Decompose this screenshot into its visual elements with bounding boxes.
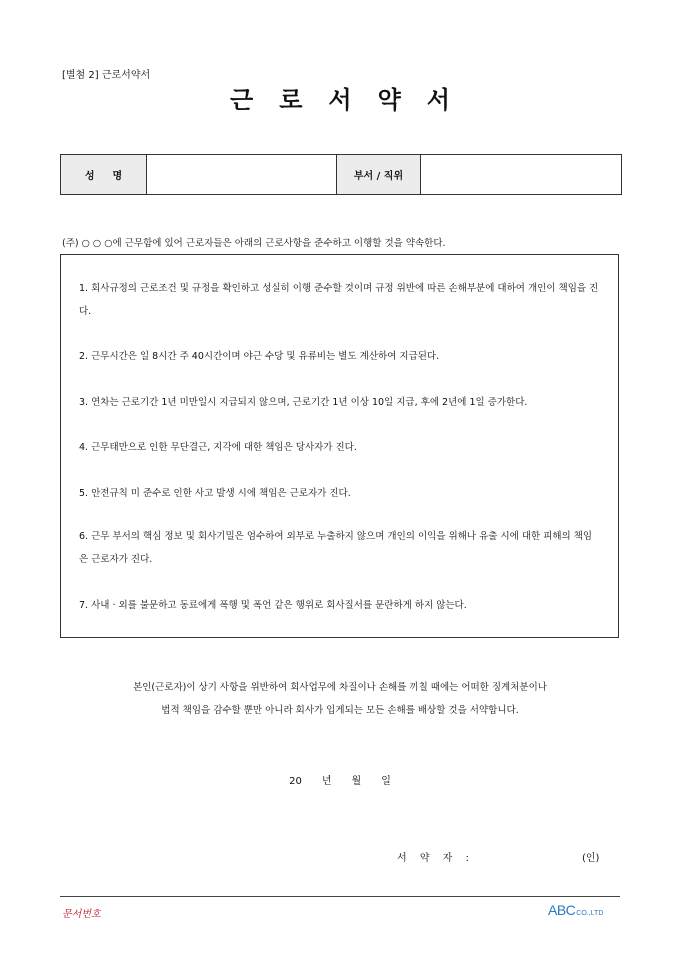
footer-divider (60, 896, 620, 897)
signer-label: 서 약 자 : (397, 853, 474, 864)
seal-mark: (인) (582, 853, 600, 864)
dept-position-label: 부서 / 직위 (337, 155, 421, 195)
logo-main-text: ABC (548, 902, 576, 918)
term-item-7: 7. 사내 · 외를 불문하고 동료에게 폭행 및 폭언 같은 행위로 회사질서를 문란하게 하지 않는다. (79, 600, 467, 611)
pledge-line-1: 본인(근로자)이 상기 사항을 위반하여 회사업무에 차질이나 손해를 끼칠 때에는 어떠한 징계처분이나 (133, 682, 547, 693)
term-item-3: 3. 연차는 근로기간 1년 미만일시 지급되지 않으며, 근로기간 1년 이상 10일 지급, 후에 2년에 1일 증가한다. (79, 397, 528, 408)
term-item-1: 1. 회사규정의 근로조건 및 규정을 확인하고 성실히 이행 준수할 것이며 규정 위반에 따른 손해부분에 대하여 개인이 책임을 진다. (79, 283, 599, 317)
date-month-unit: 월 (351, 776, 362, 787)
logo-suffix-text: CO.,LTD (576, 910, 604, 917)
attachment-label: [별첨 2] 근로서약서 (62, 70, 151, 81)
notice-text: (주) ○ ○ ○에 근무함에 있어 근로자들은 아래의 근로사항을 준수하고 이행할 것을 약속한다. (62, 238, 446, 249)
term-item-6: 6. 근무 부서의 핵심 정보 및 회사기밀은 엄수하여 외부로 누출하지 않으며 개인의 이익을 위해나 유출 시에 대한 피해의 책임은 근로자가 진다. (79, 531, 593, 565)
pledge-line-2: 법적 책임을 감수할 뿐만 아니라 회사가 입게되는 모든 손해를 배상할 것을 서약합니다. (161, 705, 519, 716)
dept-position-field[interactable] (421, 155, 622, 195)
term-item-4: 4. 근무태만으로 인한 무단결근, 지각에 대한 책임은 당사자가 진다. (79, 442, 357, 453)
pledge-text (0, 676, 680, 722)
name-label: 성명 (61, 155, 147, 195)
page-title: 근로서약서 (230, 86, 476, 114)
date-year-prefix: 20 (289, 776, 302, 787)
doc-number-label: 문서번호 (62, 909, 101, 920)
company-logo (548, 902, 603, 920)
info-table (60, 154, 622, 195)
terms-box (60, 254, 619, 638)
date-line (0, 772, 680, 787)
term-item-5: 5. 안전규칙 미 준수로 인한 사고 발생 시에 책임은 근로자가 진다. (79, 488, 351, 499)
date-year-unit: 년 (321, 776, 332, 787)
term-item-2: 2. 근무시간은 일 8시간 주 40시간이며 야근 수당 및 유류비는 별도 계산하여 지급된다. (79, 351, 440, 362)
name-field[interactable] (147, 155, 337, 195)
date-day-unit: 일 (381, 776, 391, 787)
